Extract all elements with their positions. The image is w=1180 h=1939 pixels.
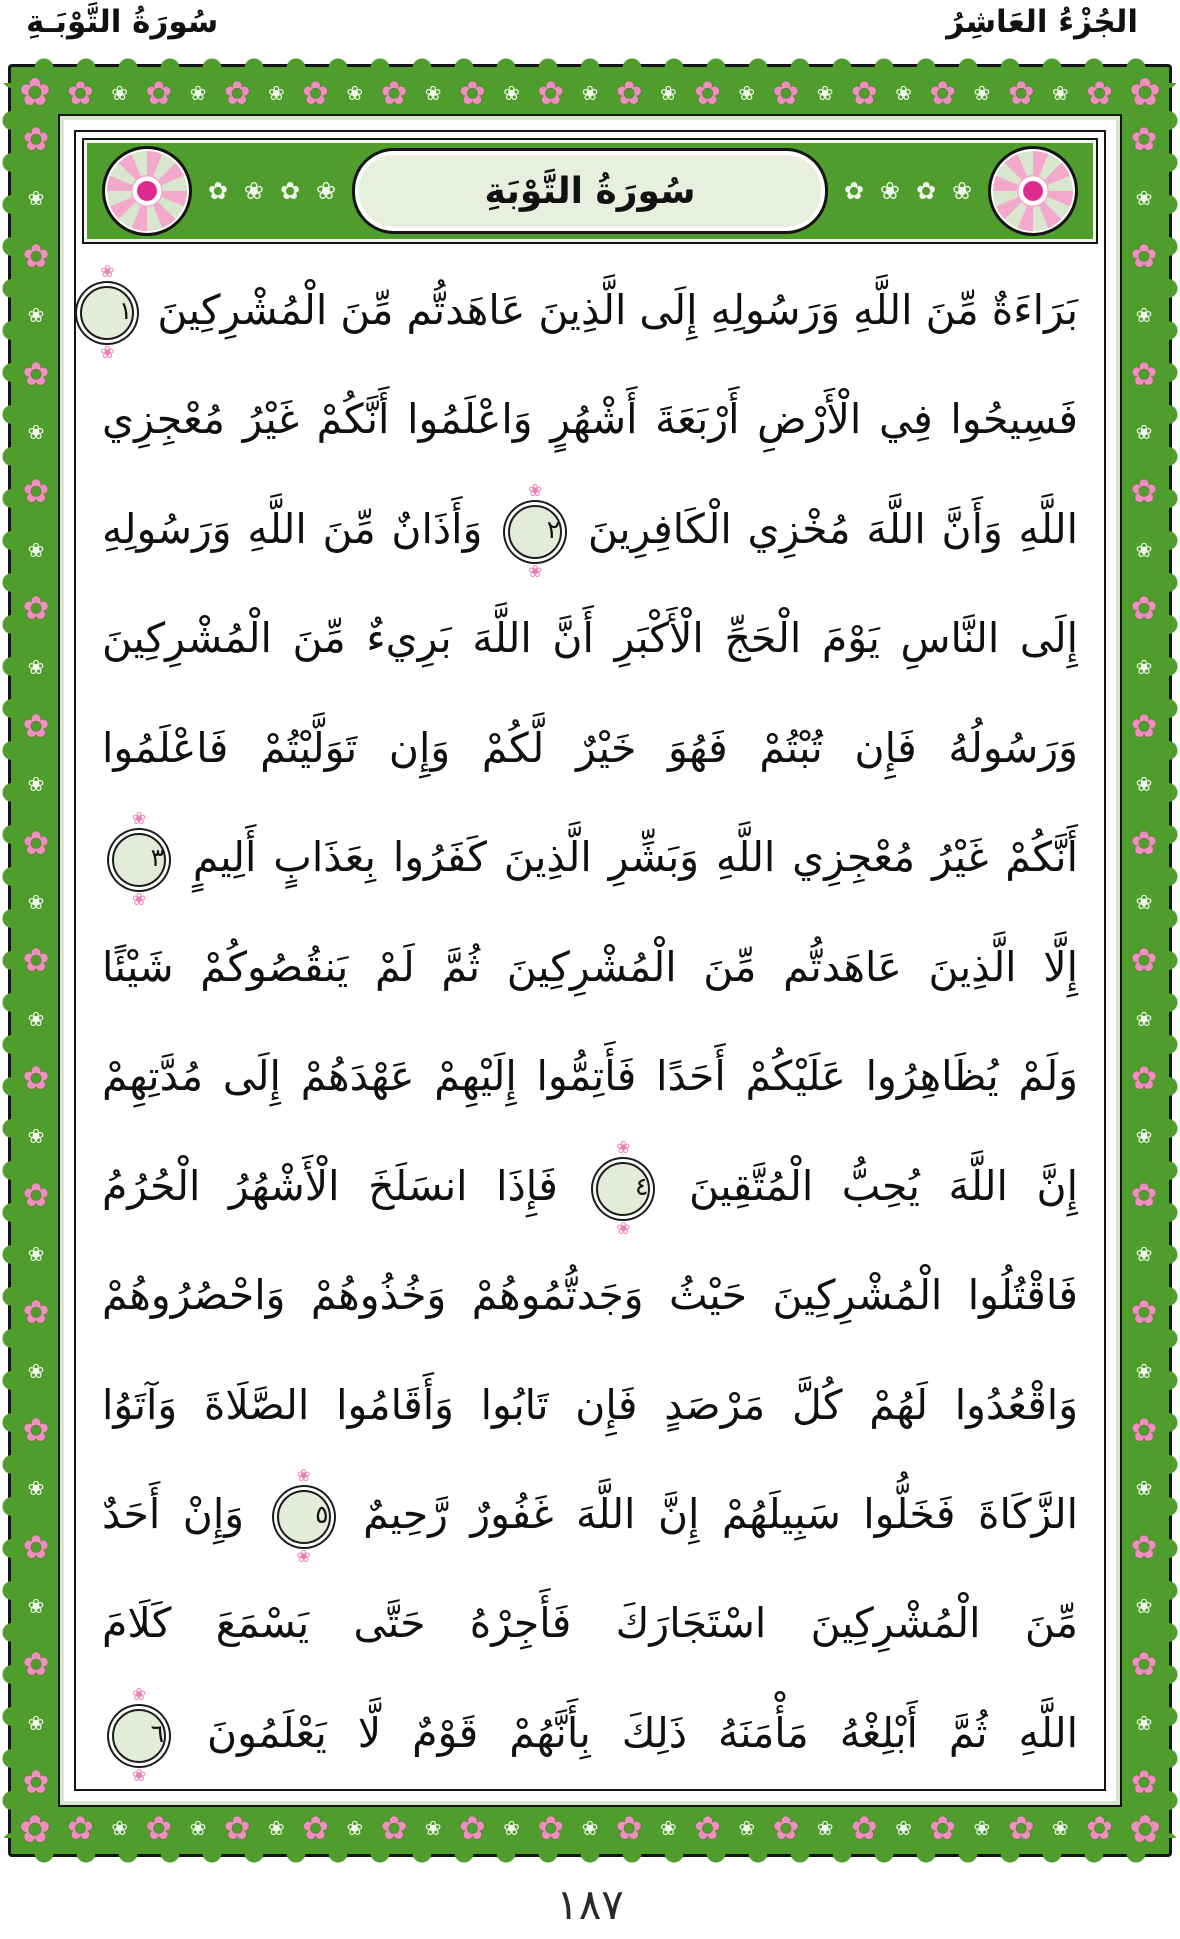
flower-icon: ❀ bbox=[816, 1816, 834, 1840]
quran-line bbox=[102, 1243, 1078, 1347]
flower-icon: ✿ bbox=[1130, 589, 1158, 628]
flower-icon: ✿ bbox=[22, 589, 50, 628]
flower-icon: ✿ bbox=[615, 74, 643, 112]
ayah-text: فَسِيحُوا فِي الْأَرْضِ أَرْبَعَةَ أَشْهُرٍ وَاعْلَمُوا أَنَّكُمْ غَيْرُ مُعْجِزِي bbox=[102, 395, 1078, 444]
flower-icon: ❀ bbox=[27, 1593, 45, 1618]
quran-line bbox=[102, 696, 1078, 800]
ayah-marker: ❀ ٦ ❀ bbox=[112, 1709, 166, 1763]
flower-icon: ❀ bbox=[27, 1124, 45, 1149]
quran-line bbox=[102, 1024, 1078, 1128]
quran-line bbox=[102, 367, 1078, 471]
flower-icon: ❀ bbox=[189, 1816, 207, 1840]
ayah-text: فَإِذَا انسَلَخَ الْأَشْهُرُ الْحُرُمُ bbox=[102, 1161, 558, 1210]
ayah-text: وَأَذَانٌ مِّنَ اللَّهِ وَرَسُولِهِ bbox=[102, 504, 483, 553]
flower-icon: ❀ bbox=[346, 1816, 364, 1840]
flower-icon: ❀ bbox=[1135, 1711, 1153, 1736]
flower-icon: ❀ bbox=[27, 889, 45, 914]
vine-flower-icon: ❀ bbox=[879, 177, 901, 205]
flower-icon: ❀ bbox=[1135, 772, 1153, 797]
flower-icon: ❀ bbox=[503, 81, 520, 105]
flower-icon: ✿ bbox=[22, 472, 50, 511]
flower-icon: ❀ bbox=[268, 81, 285, 105]
ayah-text: وَإِنْ أَحَدٌ bbox=[102, 1489, 245, 1538]
ayah-marker: ❀ ٢ ❀ bbox=[508, 505, 562, 559]
ayah-marker: ❀ ١ ❀ bbox=[80, 286, 134, 340]
ayah-text: أَنَّكُمْ غَيْرُ مُعْجِزِي اللَّهِ وَبَشِّرِ الَّذِينَ كَفَرُوا بِعَذَابٍ أَلِيمٍ bbox=[192, 833, 1078, 882]
flower-icon: ✿ bbox=[615, 1809, 643, 1847]
flower-icon: ✿ bbox=[22, 1410, 50, 1449]
flower-icon: ✿ bbox=[850, 74, 878, 112]
flower-icon: ✿ bbox=[145, 1809, 173, 1847]
flower-icon: ✿ bbox=[1130, 472, 1158, 511]
flower-icon: ✿ bbox=[1130, 1528, 1158, 1567]
flower-icon: ❀ bbox=[1051, 81, 1069, 105]
flower-icon: ✿ bbox=[694, 74, 721, 112]
flower-icon: ✿ bbox=[1130, 1762, 1158, 1801]
flower-icon: ✿ bbox=[1130, 941, 1158, 980]
flower-icon: ✿ bbox=[929, 74, 957, 112]
flower-icon: ❀ bbox=[1135, 537, 1153, 562]
flower-icon: ✿ bbox=[22, 941, 50, 980]
flower-icon: ✿ bbox=[1130, 1410, 1158, 1449]
flower-icon: ✿ bbox=[22, 1058, 50, 1097]
flower-icon: ✿ bbox=[223, 1809, 251, 1847]
ayah-text: إِلَى النَّاسِ يَوْمَ الْحَجِّ الْأَكْبَرِ أَنَّ اللَّهَ بَرِيءٌ مِّنَ الْمُشْرِكِينَ bbox=[102, 614, 1078, 663]
flower-icon: ❀ bbox=[895, 81, 912, 105]
flower-icon: ❀ bbox=[111, 81, 128, 105]
flower-icon: ❀ bbox=[27, 537, 45, 562]
flower-icon: ✿ bbox=[380, 74, 408, 112]
flower-icon: ✿ bbox=[1130, 1176, 1158, 1215]
flower-icon: ✿ bbox=[1086, 74, 1113, 112]
quran-line bbox=[102, 1571, 1078, 1675]
ayah-text: إِنَّ اللَّهَ يُحِبُّ الْمُتَّقِينَ bbox=[688, 1161, 1078, 1210]
vine-flower-icon: ✿ bbox=[843, 177, 865, 205]
flower-icon: ✿ bbox=[1130, 706, 1158, 745]
flower-icon: ❀ bbox=[27, 420, 45, 445]
flower-icon: ❀ bbox=[738, 81, 756, 105]
ayah-text: وَلَمْ يُظَاهِرُوا عَلَيْكُمْ أَحَدًا فَأَتِمُّوا إِلَيْهِمْ عَهْدَهُمْ إِلَى مُدَّتِهِمْ bbox=[102, 1052, 1078, 1101]
flower-icon: ✿ bbox=[850, 1809, 878, 1847]
flower-icon: ✿ bbox=[22, 1176, 50, 1215]
flower-icon: ❀ bbox=[973, 1816, 991, 1840]
quran-line bbox=[102, 1681, 1078, 1785]
quran-line bbox=[102, 1353, 1078, 1457]
flower-icon: ❀ bbox=[895, 1816, 912, 1840]
flower-strip-left bbox=[13, 120, 59, 1801]
rosette-icon bbox=[102, 146, 192, 236]
flower-icon: ✿ bbox=[67, 74, 94, 112]
flower-icon: ❀ bbox=[424, 81, 442, 105]
flower-icon: ✿ bbox=[22, 1293, 50, 1332]
flower-icon: ❀ bbox=[1135, 1241, 1153, 1266]
flower-icon: ✿ bbox=[458, 1809, 486, 1847]
flower-icon: ❀ bbox=[1135, 420, 1153, 445]
flower-icon: ❀ bbox=[27, 1711, 45, 1736]
flower-icon: ✿ bbox=[537, 1809, 565, 1847]
flower-icon: ❀ bbox=[27, 1007, 45, 1032]
flower-icon: ❀ bbox=[1135, 1007, 1153, 1032]
vine-flower-icon: ✿ bbox=[207, 177, 229, 205]
quran-line bbox=[102, 258, 1078, 362]
surah-banner bbox=[82, 138, 1098, 244]
flower-icon: ❀ bbox=[111, 1816, 128, 1840]
flower-icon: ✿ bbox=[1130, 824, 1158, 863]
ayah-text: وَرَسُولُهُ فَإِن تُبْتُمْ فَهُوَ خَيْرٌ لَّكُمْ وَإِن تَوَلَّيْتُمْ فَاعْلَمُوا bbox=[102, 723, 1078, 772]
quran-line bbox=[102, 915, 1078, 1019]
flower-strip-bottom bbox=[67, 1804, 1113, 1852]
flower-icon: ❀ bbox=[346, 81, 364, 105]
banner-vines-left bbox=[828, 179, 988, 203]
vine-flower-icon: ❀ bbox=[951, 177, 973, 205]
ayah-text: إِلَّا الَّذِينَ عَاهَدتُّم مِّنَ الْمُشْرِكِينَ ثُمَّ لَمْ يَنقُصُوكُمْ شَيْئًا bbox=[102, 942, 1078, 991]
quran-line bbox=[102, 586, 1078, 690]
flower-icon: ✿ bbox=[772, 1809, 800, 1847]
ornamental-frame bbox=[8, 64, 1172, 1857]
flower-icon: ❀ bbox=[738, 1816, 756, 1840]
flower-icon: ✿ bbox=[694, 1809, 721, 1847]
flower-icon: ✿ bbox=[19, 1807, 51, 1851]
flower-icon: ✿ bbox=[22, 237, 50, 276]
flower-icon: ❀ bbox=[1051, 1816, 1069, 1840]
flower-icon: ✿ bbox=[772, 74, 800, 112]
flower-icon: ✿ bbox=[22, 120, 50, 158]
flower-icon: ✿ bbox=[223, 74, 251, 112]
flower-icon: ❀ bbox=[659, 1816, 677, 1840]
surah-title-cartouche bbox=[352, 148, 828, 234]
flower-icon: ❀ bbox=[424, 1816, 442, 1840]
surah-title: سُورَةُ التَّوْبَةِ bbox=[484, 170, 696, 212]
ayah-marker: ❀ ٤ ❀ bbox=[596, 1162, 650, 1216]
flower-icon: ✿ bbox=[1129, 70, 1161, 114]
flower-icon: ✿ bbox=[22, 354, 50, 393]
flower-icon: ❀ bbox=[27, 1476, 45, 1501]
flower-icon: ❀ bbox=[1135, 185, 1153, 210]
quran-line bbox=[102, 1134, 1078, 1238]
flower-icon: ✿ bbox=[537, 74, 565, 112]
flower-icon: ❀ bbox=[1135, 655, 1153, 680]
flower-icon: ❀ bbox=[189, 81, 207, 105]
ayah-text: مِّنَ الْمُشْرِكِينَ اسْتَجَارَكَ فَأَجِرْهُ حَتَّى يَسْمَعَ كَلَامَ bbox=[102, 1599, 1078, 1648]
banner-vines-right bbox=[192, 179, 352, 203]
flower-icon: ✿ bbox=[145, 74, 173, 112]
flower-icon: ✿ bbox=[1130, 1058, 1158, 1097]
vine-flower-icon: ✿ bbox=[279, 177, 301, 205]
flower-icon: ❀ bbox=[1135, 889, 1153, 914]
ayah-text: اللَّهِ ثُمَّ أَبْلِغْهُ مَأْمَنَهُ ذَلِكَ بِأَنَّهُمْ قَوْمٌ لَّا يَعْلَمُونَ bbox=[206, 1708, 1078, 1757]
flower-icon: ✿ bbox=[380, 1809, 408, 1847]
flower-icon: ✿ bbox=[302, 74, 329, 112]
flower-icon: ✿ bbox=[1130, 237, 1158, 276]
flower-icon: ✿ bbox=[22, 1762, 50, 1801]
flower-icon: ❀ bbox=[1135, 1593, 1153, 1618]
flower-icon: ❀ bbox=[27, 655, 45, 680]
flower-icon: ✿ bbox=[1130, 120, 1158, 158]
quran-line bbox=[102, 805, 1078, 909]
scallop-top bbox=[27, 54, 1153, 68]
flower-icon: ✿ bbox=[1130, 1645, 1158, 1684]
page-number: ١٨٧ bbox=[556, 1880, 624, 1929]
flower-icon: ✿ bbox=[19, 70, 51, 114]
flower-icon: ❀ bbox=[27, 1359, 45, 1384]
ayah-text: وَاقْعُدُوا لَهُمْ كُلَّ مَرْصَدٍ فَإِن تَابُوا وَأَقَامُوا الصَّلَاةَ وَآتَوُا bbox=[102, 1380, 1078, 1429]
flower-icon: ✿ bbox=[458, 74, 486, 112]
scallop-left bbox=[0, 83, 12, 1838]
juz-label: الجُزْءُ العَاشِرُ bbox=[946, 4, 1138, 40]
flower-icon: ✿ bbox=[1130, 1293, 1158, 1332]
scallop-right bbox=[1168, 83, 1180, 1838]
flower-icon: ❀ bbox=[1135, 303, 1153, 328]
flower-icon: ❀ bbox=[973, 81, 991, 105]
rosette-icon bbox=[988, 146, 1078, 236]
text-sheet bbox=[74, 130, 1106, 1791]
flower-strip-top bbox=[67, 69, 1113, 117]
flower-icon: ❀ bbox=[581, 81, 599, 105]
flower-icon: ✿ bbox=[1130, 354, 1158, 393]
flower-icon: ✿ bbox=[22, 706, 50, 745]
flower-icon: ❀ bbox=[27, 185, 45, 210]
flower-icon: ✿ bbox=[22, 1528, 50, 1567]
flower-icon: ❀ bbox=[27, 1241, 45, 1266]
surah-label-top: سُورَةُ التَّوْبَـةِ bbox=[26, 4, 219, 40]
flower-icon: ❀ bbox=[1135, 1124, 1153, 1149]
flower-icon: ❀ bbox=[816, 81, 834, 105]
flower-icon: ✿ bbox=[1007, 74, 1035, 112]
vine-flower-icon: ❀ bbox=[243, 177, 265, 205]
flower-icon: ✿ bbox=[1086, 1809, 1113, 1847]
flower-icon: ❀ bbox=[1135, 1359, 1153, 1384]
quran-line bbox=[102, 477, 1078, 581]
flower-icon: ✿ bbox=[67, 1809, 94, 1847]
flower-icon: ❀ bbox=[1135, 1476, 1153, 1501]
ayah-text: بَرَاءَةٌ مِّنَ اللَّهِ وَرَسُولِهِ إِلَى الَّذِينَ عَاهَدتُّم مِّنَ الْمُشْرِكِينَ bbox=[157, 286, 1078, 334]
quran-line bbox=[102, 1462, 1078, 1566]
flower-icon: ✿ bbox=[22, 1645, 50, 1684]
flower-icon: ❀ bbox=[268, 1816, 285, 1840]
flower-icon: ✿ bbox=[22, 824, 50, 863]
flower-icon: ✿ bbox=[302, 1809, 329, 1847]
ayah-marker: ❀ ٥ ❀ bbox=[277, 1490, 331, 1544]
flower-icon: ❀ bbox=[503, 1816, 520, 1840]
flower-icon: ❀ bbox=[581, 1816, 599, 1840]
flower-icon: ❀ bbox=[27, 303, 45, 328]
flower-icon: ✿ bbox=[1129, 1807, 1161, 1851]
quran-lines bbox=[76, 250, 1104, 1789]
flower-icon: ❀ bbox=[27, 772, 45, 797]
flower-strip-right bbox=[1121, 120, 1167, 1801]
flower-icon: ✿ bbox=[929, 1809, 957, 1847]
ayah-text: اللَّهِ وَأَنَّ اللَّهَ مُخْزِي الْكَافِرِينَ bbox=[587, 504, 1078, 553]
flower-icon: ❀ bbox=[659, 81, 677, 105]
vine-flower-icon: ✿ bbox=[915, 177, 937, 205]
flower-icon: ✿ bbox=[1007, 1809, 1035, 1847]
ayah-text: فَاقْتُلُوا الْمُشْرِكِينَ حَيْثُ وَجَدتُّمُوهُمْ وَخُذُوهُمْ وَاحْصُرُوهُمْ bbox=[102, 1271, 1078, 1320]
vine-flower-icon: ❀ bbox=[315, 177, 337, 205]
scallop-bottom bbox=[27, 1853, 1153, 1867]
ayah-text: الزَّكَاةَ فَخَلُّوا سَبِيلَهُمْ إِنَّ اللَّهَ غَفُورٌ رَّحِيمٌ bbox=[363, 1489, 1078, 1538]
ayah-marker: ❀ ٣ ❀ bbox=[112, 833, 166, 887]
